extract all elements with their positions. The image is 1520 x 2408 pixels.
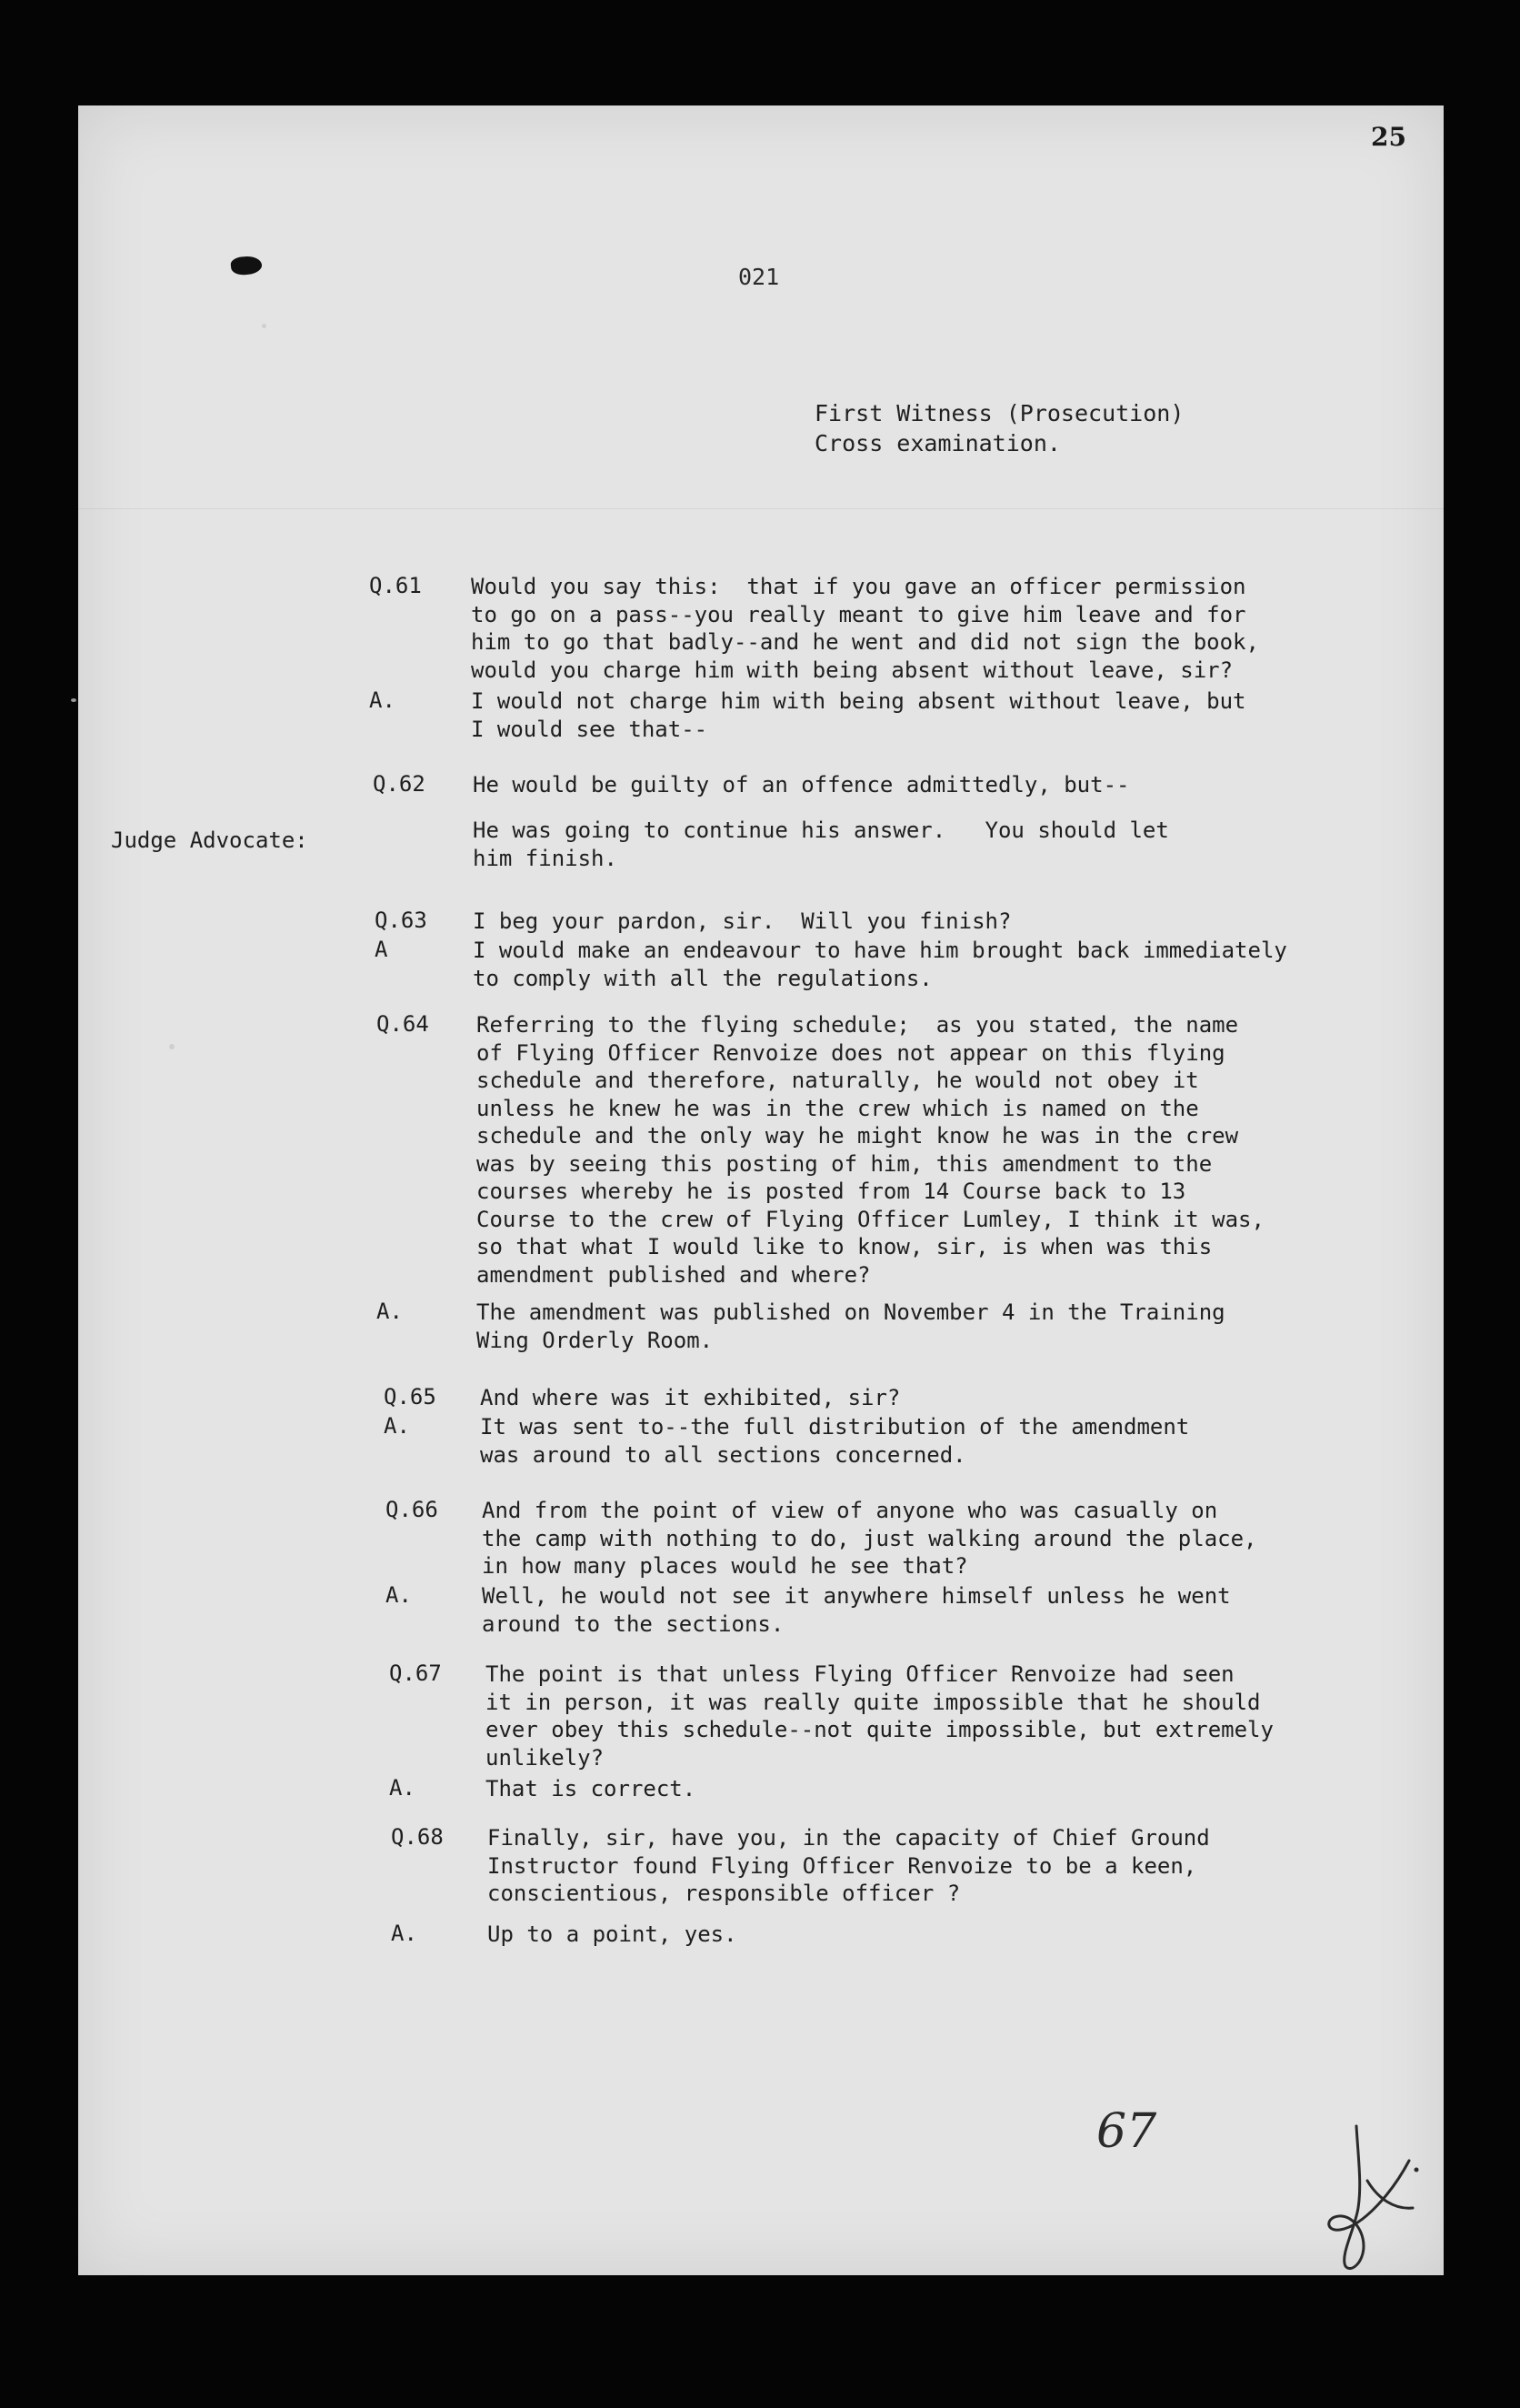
transcript-line: Wing Orderly Room.: [476, 1327, 714, 1353]
transcript-line: around to the sections.: [482, 1610, 785, 1637]
section-heading: [815, 398, 1184, 458]
paper-speck: [262, 324, 266, 328]
transcript-line: And from the point of view of anyone who was casually on: [482, 1498, 1218, 1523]
entry-label: Q.67: [389, 1661, 442, 1686]
transcript-line: in how many places would he see that?: [482, 1553, 968, 1579]
heading-line-2: Cross examination.: [815, 430, 1061, 457]
transcript-line: amendment published and where?: [476, 1261, 871, 1288]
transcript-line: The amendment was published on November 4 in the Training: [476, 1299, 1225, 1325]
transcript-line: He would be guilty of an offence admittedly, but--: [473, 772, 1130, 798]
transcript-line: Would you say this: that if you gave an officer permission: [471, 574, 1246, 599]
page-fold-line: [78, 508, 1444, 509]
entry-label: Q.68: [391, 1824, 444, 1850]
transcript-line: Well, he would not see it anywhere himself unless he went: [482, 1583, 1231, 1609]
transcript-line: It was sent to--the full distribution of the amendment: [480, 1414, 1190, 1440]
transcript-line: so that what I would like to know, sir, is when was this: [476, 1234, 1213, 1259]
transcript-line: him to go that badly--and he went and did not sign the book,: [471, 629, 1259, 655]
speaker-label: Judge Advocate:: [111, 828, 308, 853]
transcript-line: Up to a point, yes.: [487, 1921, 737, 1947]
heading-line-1: First Witness (Prosecution): [815, 400, 1185, 426]
entry-label: Q.62: [373, 771, 425, 797]
transcript-line: was around to all sections concerned.: [480, 1441, 966, 1468]
transcript-line: it in person, it was really quite impossible that he should: [485, 1689, 1261, 1715]
entry-label: A.: [385, 1582, 412, 1608]
transcript-line: would you charge him with being absent without leave, sir?: [471, 657, 1234, 683]
entry-label: A.: [369, 687, 395, 713]
transcript-line: That is correct.: [485, 1776, 696, 1801]
transcript-line: Finally, sir, have you, in the capacity of Chief Ground: [487, 1825, 1210, 1851]
transcript-line: I beg your pardon, sir. Will you finish?: [473, 908, 1012, 934]
transcript-line: I would not charge him with being absent without leave, but: [471, 688, 1246, 714]
page-corner-number: 25: [1371, 122, 1406, 152]
transcript-line: And where was it exhibited, sir?: [480, 1385, 901, 1410]
entry-label: A.: [391, 1921, 417, 1946]
transcript-line: the camp with nothing to do, just walking around the place,: [482, 1525, 1257, 1551]
transcript-line: to comply with all the regulations.: [473, 965, 933, 991]
transcript-line: I would see that--: [471, 716, 708, 742]
transcript-line: schedule and therefore, naturally, he would not obey it: [476, 1068, 1199, 1093]
transcript-line: He was going to continue his answer. You should let: [473, 818, 1169, 843]
transcript-line: The point is that unless Flying Officer Renvoize had seen: [485, 1661, 1235, 1687]
entry-label: A: [375, 937, 388, 962]
transcript-line: Instructor found Flying Officer Renvoize to be a keen,: [487, 1852, 1197, 1879]
entry-label: Q.63: [375, 908, 427, 933]
transcript-line: schedule and the only way he might know he was in the crew: [476, 1123, 1239, 1149]
transcript-line: him finish.: [473, 845, 617, 871]
entry-label: A.: [384, 1413, 410, 1439]
transcript-line: was by seeing this posting of him, this amendment to the: [476, 1150, 1213, 1177]
transcript-line: unless he knew he was in the crew which is named on the: [476, 1095, 1199, 1121]
transcript-line: unlikely?: [485, 1744, 605, 1771]
handwritten-note: 67: [1096, 2104, 1157, 2159]
transcript-line: Course to the crew of Flying Officer Lumley, I think it was,: [476, 1206, 1265, 1232]
entry-label: Q.61: [369, 573, 422, 598]
paper-speck: [169, 1044, 175, 1049]
entry-label: A.: [389, 1775, 415, 1801]
transcript-line: I would make an endeavour to have him brought back immediately: [473, 938, 1287, 963]
entry-label: Q.66: [385, 1497, 438, 1522]
handwritten-signature: [1322, 2121, 1422, 2275]
transcript-line: of Flying Officer Renvoize does not appear on this flying: [476, 1039, 1225, 1066]
transcript-line: courses whereby he is posted from 14 Course back to 13: [476, 1179, 1186, 1204]
transcript-line: Referring to the flying schedule; as you stated, the name: [476, 1012, 1239, 1038]
paper-speck: [71, 698, 76, 702]
page-code: 021: [738, 264, 780, 290]
transcript-line: to go on a pass--you really meant to give him leave and for: [471, 601, 1246, 627]
entry-label: Q.65: [384, 1384, 436, 1410]
transcript-line: conscientious, responsible officer ?: [487, 1881, 961, 1906]
entry-label: Q.64: [376, 1011, 429, 1037]
transcript-line: ever obey this schedule--not quite impossible, but extremely: [485, 1717, 1274, 1742]
entry-label: A.: [376, 1299, 403, 1324]
